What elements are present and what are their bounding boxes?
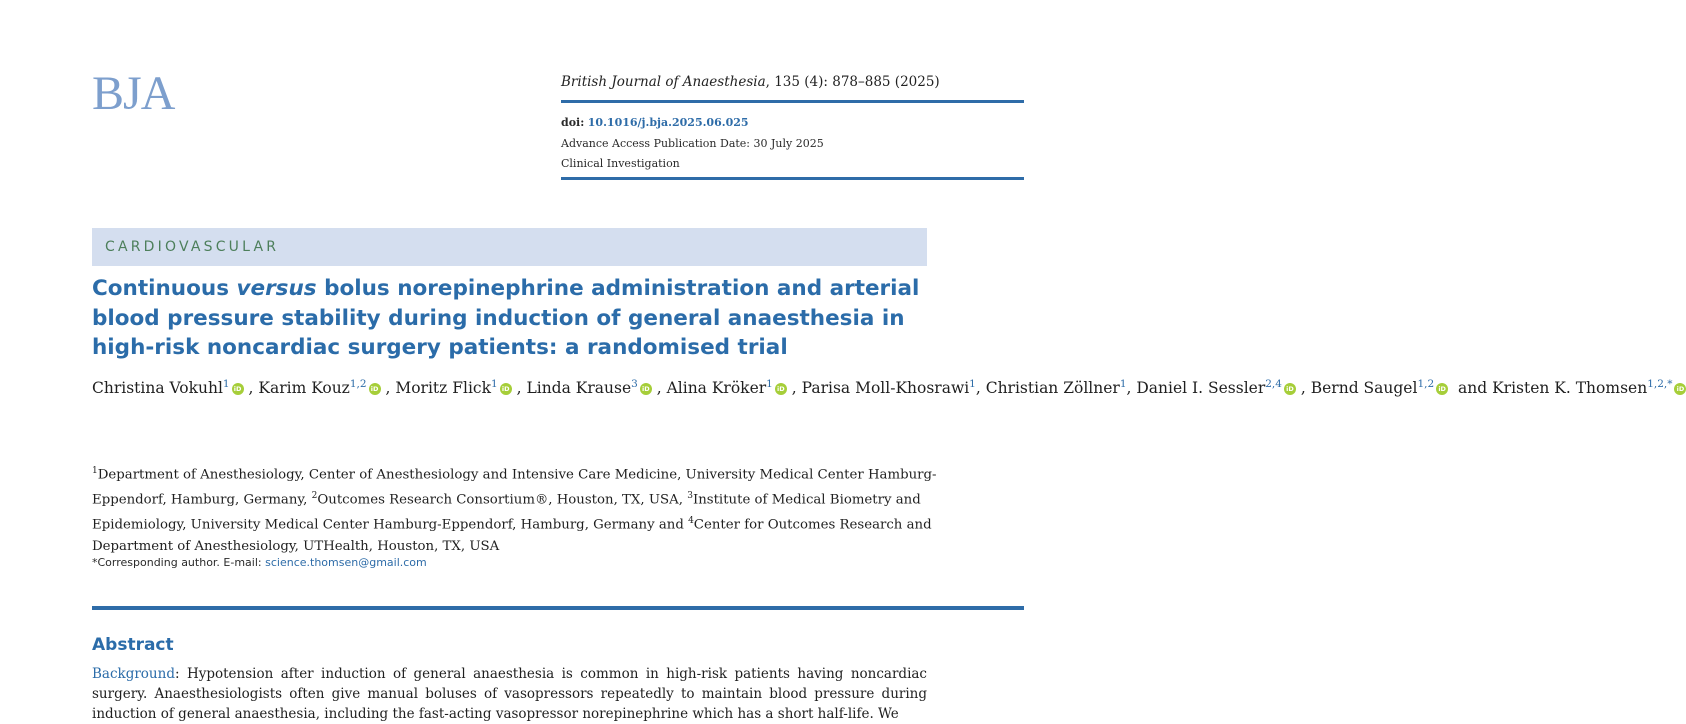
author-name: Bernd Saugel [1310, 379, 1418, 398]
author-separator: , [243, 379, 259, 398]
author-name: Karim Kouz [258, 379, 350, 398]
affiliation-marker: 3 [687, 491, 693, 502]
orcid-icon[interactable]: iD [1284, 383, 1296, 395]
orcid-icon[interactable]: iD [640, 383, 652, 395]
author [986, 379, 1127, 397]
affiliation-text: Center for Outcomes Research and Department of Anesthesiology, UTHealth, Houston, TX, USA [92, 517, 932, 554]
author-name: Parisa Moll-Khosrawi [801, 379, 970, 398]
author-name: Linda Krause [526, 379, 632, 398]
abstract-heading: Abstract [92, 635, 174, 655]
author-affiliation-marker: 1 [222, 378, 230, 390]
header-rule-top [561, 100, 1024, 103]
section-banner [92, 228, 927, 266]
author-separator: , [380, 379, 396, 398]
orcid-icon[interactable]: iD [775, 383, 787, 395]
journal-logo: BJA [92, 67, 175, 120]
orcid-icon[interactable]: iD [500, 383, 512, 395]
affiliation-marker: 1 [92, 466, 98, 476]
author-separator: and [1448, 379, 1493, 398]
orcid-icon[interactable]: iD [369, 383, 381, 395]
corresponding-author [92, 556, 427, 569]
author-affiliation-marker: 2,4 [1265, 378, 1282, 390]
author-separator: , [511, 379, 527, 398]
article-meta [561, 113, 824, 175]
affiliation-text: Institute of Medical Biometry and Epidemiology, University Medical Center Hamburg-Eppendorf, Hamburg, Germany and [92, 492, 921, 533]
affiliation-text: Department of Anesthesiology, Center of Anesthesiology and Intensive Care Medicine, University Medical Center Hamburg-Eppendorf, Hamburg, Germany, [92, 467, 937, 508]
title-part-2: bolus norepinephrine administration and arterial blood pressure stability during induction of general anaesthesia in high-risk noncardiac surgery patients: a randomised trial [92, 276, 920, 360]
author-separator: , [1295, 379, 1311, 398]
author-affiliation-marker: 1,2,* [1647, 378, 1673, 390]
author-name: Christina Vokuhl [92, 379, 223, 398]
author-separator: , [651, 379, 667, 398]
author-affiliation-marker: 1,2 [1417, 378, 1435, 390]
affiliations [92, 461, 942, 557]
author-name: Christian Zöllner [985, 379, 1120, 398]
journal-name: British Journal of Anaesthesia [561, 74, 766, 90]
affiliation-marker: 4 [688, 516, 694, 527]
title-part-1: Continuous [92, 276, 237, 301]
author [1136, 379, 1296, 397]
author-affiliation-marker: 1,2 [349, 378, 367, 390]
author [258, 379, 380, 397]
corresponding-label: *Corresponding author. E-mail: [92, 556, 266, 569]
doi-label: doi: [561, 116, 585, 129]
article-type: Clinical Investigation [561, 157, 680, 170]
orcid-icon[interactable]: iD [1674, 383, 1686, 395]
header-rule-bottom [561, 177, 1024, 180]
author-name: Alina Kröker [666, 379, 767, 398]
title-italic: versus [236, 276, 317, 301]
author-name: Daniel I. Sessler [1136, 379, 1266, 398]
section-label: CARDIOVASCULAR [105, 239, 280, 255]
author-affiliation-marker: 3 [631, 378, 638, 390]
author-name: Kristen K. Thomsen [1492, 379, 1648, 398]
author [802, 379, 976, 397]
author-affiliation-marker: 1 [490, 378, 498, 390]
author [1492, 379, 1686, 397]
author-list [92, 372, 1685, 402]
affiliation-text: Outcomes Research Consortium®, Houston, TX, USA, [317, 492, 688, 508]
doi-link[interactable]: 10.1016/j.bja.2025.06.025 [587, 116, 749, 129]
author [395, 379, 511, 397]
author-affiliation-marker: 1 [1119, 378, 1127, 390]
author-separator: , [786, 379, 802, 398]
author-name: Moritz Flick [395, 379, 491, 398]
background-text: : Hypotension after induction of general anaesthesia is common in high-risk patients having noncardiac surgery. Anaesthesiologists often give manual boluses of vasopressors repeatedly to maintain blood pressure during induction of general anaesthesia, including the fast-acting vasopressor norepinephrine which has a short half-life. We [92, 666, 927, 722]
citation-volume: , 135 (4): 878–885 (2025) [765, 74, 940, 90]
author [1311, 379, 1448, 397]
orcid-icon[interactable]: iD [232, 383, 244, 395]
background-label: Background [92, 666, 175, 682]
advance-access-date: Advance Access Publication Date: 30 July 2025 [561, 136, 824, 150]
author [526, 379, 651, 397]
abstract-divider [92, 606, 1024, 610]
author-separator: , [975, 379, 986, 398]
citation-line [561, 74, 940, 90]
abstract-background [92, 664, 927, 724]
article-title [92, 274, 942, 363]
author [92, 379, 244, 397]
affiliation-marker: 2 [311, 491, 318, 502]
author [667, 379, 787, 397]
author-affiliation-marker: 1 [766, 378, 773, 390]
orcid-icon[interactable]: iD [1436, 383, 1448, 395]
corresponding-email[interactable]: science.thomsen@gmail.com [265, 556, 427, 569]
author-separator: , [1126, 379, 1137, 398]
doi-line [561, 113, 824, 134]
author-affiliation-marker: 1 [969, 378, 976, 390]
